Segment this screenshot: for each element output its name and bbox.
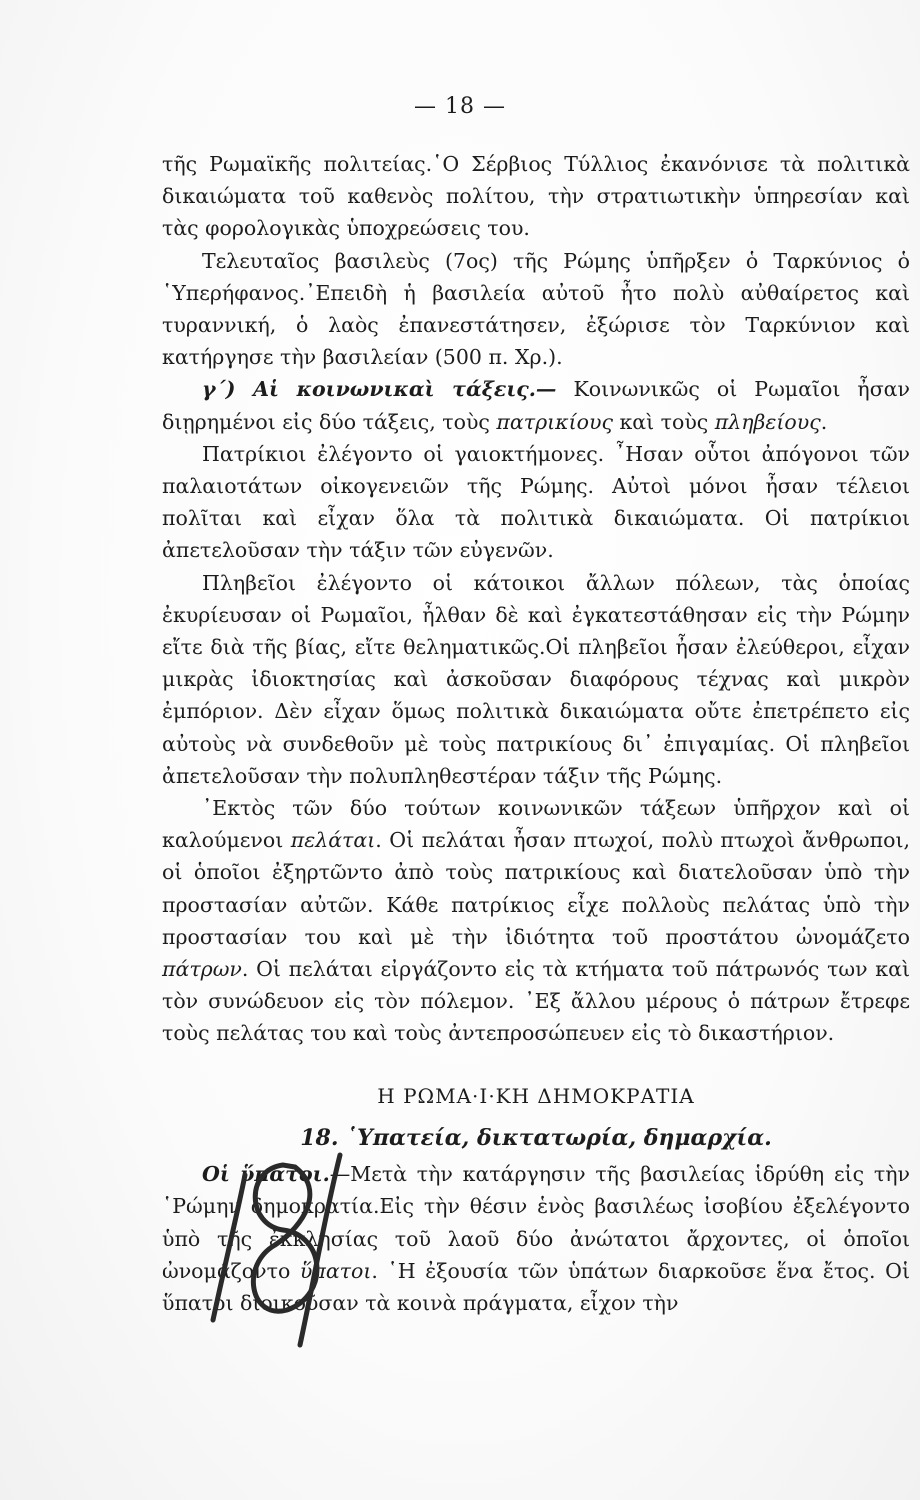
paragraph-1: τῆς Ρωμαϊκῆς πολιτείας.῾Ο Σέρβιος Τύλλιος ἐκανόνισε τὰ πολιτικὰ δικαιώματα τοῦ καθενὸς πολίτου, τὴν στρατιωτικὴν ὑπηρεσίαν καὶ τὰς φορολογικὰς ὑποχρεώσεις του. bbox=[162, 152, 910, 241]
paragraph-6 bbox=[162, 792, 910, 1050]
paragraph-4: Πατρίκιοι ἐλέγοντο οἱ γαιοκτήμονες. ῏Ησαν οὗτοι ἀπόγονοι τῶν παλαιοτάτων οἰκογενειῶν τῆς Ρώμης. Αὐτοὶ μόνοι ἦσαν τέλειοι πολῖται καὶ εἶχαν ὅλα τὰ πολιτικὰ δικαιώματα. Οἱ πατρίκιοι ἀπετελοῦσαν τὴν τάξιν τῶν εὐγενῶν. bbox=[162, 441, 910, 563]
paragraph-5: Πληβεῖοι ἐλέγοντο οἱ κάτοικοι ἄλλων πόλεων, τὰς ὁποίας ἐκυρίευσαν οἱ Ρωμαῖοι, ἦλθαν δὲ καὶ ἐγκατεστάθησαν εἰς τὴν Ρώμην εἴτε διὰ τῆς βίας, εἴτε θεληματικῶς.Οἱ πληβεῖοι ἦσαν ἐλεύθεροι, εἶχαν μικρὰς ἰδιοκτησίας καὶ ἀσκοῦσαν διαφόρους τέχνας καὶ μικρὸν ἐμπόριον. Δὲν εἶχαν ὅμως πολιτικὰ δικαιώματα οὔτε ἐπετρέπετο εἰς αὐτοὺς νὰ συνδεθοῦν μὲ τοὺς πατρικίους δι᾽ ἐπιγαμίας. Οἱ πληβεῖοι ἀπετελοῦσαν τὴν πολυπληθεστέραν τάξιν τῆς Ρώμης. bbox=[162, 570, 910, 788]
subsection-title: 18. ῾Υπατεία, δικτατωρία, δημαρχία. bbox=[300, 1124, 772, 1151]
section-title: Η ΡΩΜΑ·Ι·ΚΗ ΔΗΜΟΚΡΑΤΙΑ bbox=[377, 1083, 695, 1108]
term-consuls: ὕπατοι bbox=[299, 1258, 372, 1283]
term-patricians: πατρικίους bbox=[496, 409, 613, 434]
section-heading-consuls: Οἱ ὕπατοι. bbox=[202, 1162, 330, 1187]
term-clients: πελάται bbox=[290, 828, 376, 853]
paragraph-3 bbox=[162, 373, 910, 437]
section-heading-social-classes: γ΄) Αἱ κοινωνικαὶ τάξεις.— bbox=[202, 377, 557, 402]
paragraph-2: Τελευταῖος βασιλεὺς (7ος) τῆς Ρώμης ὑπῆρξεν ὁ Ταρκύνιος ὁ ῾Υπερήφανος.᾽Επειδὴ ἡ βασιλεία αὐτοῦ ἦτο πολὺ αὐθαίρετος καὶ τυραννική, ὁ λαὸς ἐπανεστάτησεν, ἐξώρισε τὸν Ταρκύνιον καὶ κατήργησε τὴν βασιλείαν (500 π. Χρ.). bbox=[162, 248, 910, 370]
term-plebeians: πληβείους bbox=[714, 409, 821, 434]
paragraph-3-text: Κοινωνικῶς οἱ Ρωμαῖοι ἦσαν διῃρημένοι εἰς δύο τάξεις, τοὺς bbox=[162, 377, 910, 434]
handwritten-18-icon bbox=[175, 1135, 365, 1355]
paragraph-7-text: —Μετὰ τὴν κατάργησιν τῆς βασιλείας ἱδρύθη εἰς τὴν ῾Ρώμην δημοκρατία.Εἰς τὴν θέσιν ἑνὸς βασιλέως ἰσοβίου ἐξελέγοντο ὑπὸ τῆς ἐκκλησίας τοῦ λαοῦ δύο ἀνώτατοι ἄρχοντες, οἱ ὁποῖοι ὠνομάζοντο bbox=[162, 1162, 910, 1283]
paragraph-3-end: . bbox=[820, 409, 828, 434]
term-patron: πάτρων bbox=[162, 957, 242, 982]
paragraph-6-pre: ᾽Εκτὸς τῶν δύο τούτων κοινωνικῶν τάξεων ὑπῆρχον καὶ οἱ καλούμενοι bbox=[162, 796, 910, 853]
page-number: — 18 — bbox=[414, 94, 506, 119]
paragraph-7-end: . ῾Η ἐξουσία τῶν ὑπάτων διαρκοῦσε ἕνα ἔτος. Οἱ ὕπατοι διοικοῦσαν τὰ κοινὰ πράγματα, εἶχον τὴν bbox=[162, 1258, 910, 1315]
paragraph-6-text: . Οἱ πελάται ἦσαν πτωχοί, πολὺ πτωχοὶ ἄνθρωποι, οἱ ὁποῖοι ἐξηρτῶντο ἀπὸ τοὺς πατρικίους καὶ διατελοῦσαν ὑπὸ τὴν προστασίαν αὐτῶν. Κάθε πατρίκιος εἶχε πολλοὺς πελάτας ὑπὸ τὴν προστασίαν του καὶ μὲ τὴν ἰδιότητα τοῦ προστάτου ὠνομάζετο bbox=[162, 828, 910, 949]
handwritten-annotation bbox=[175, 1135, 365, 1355]
paragraph-3-mid: καὶ τοὺς bbox=[612, 409, 715, 434]
paragraph-6-end: . Οἱ πελάται εἰργάζοντο εἰς τὰ κτήματα τοῦ πάτρωνός των καὶ τὸν συνώδευον εἰς τὸν πόλεμον. ᾽Εξ ἄλλου μέρους ὁ πάτρων ἔτρεφε τοὺς πελάτας του καὶ τοὺς ἀντεπροσώπευεν εἰς τὸ δικαστήριον. bbox=[162, 957, 910, 1046]
